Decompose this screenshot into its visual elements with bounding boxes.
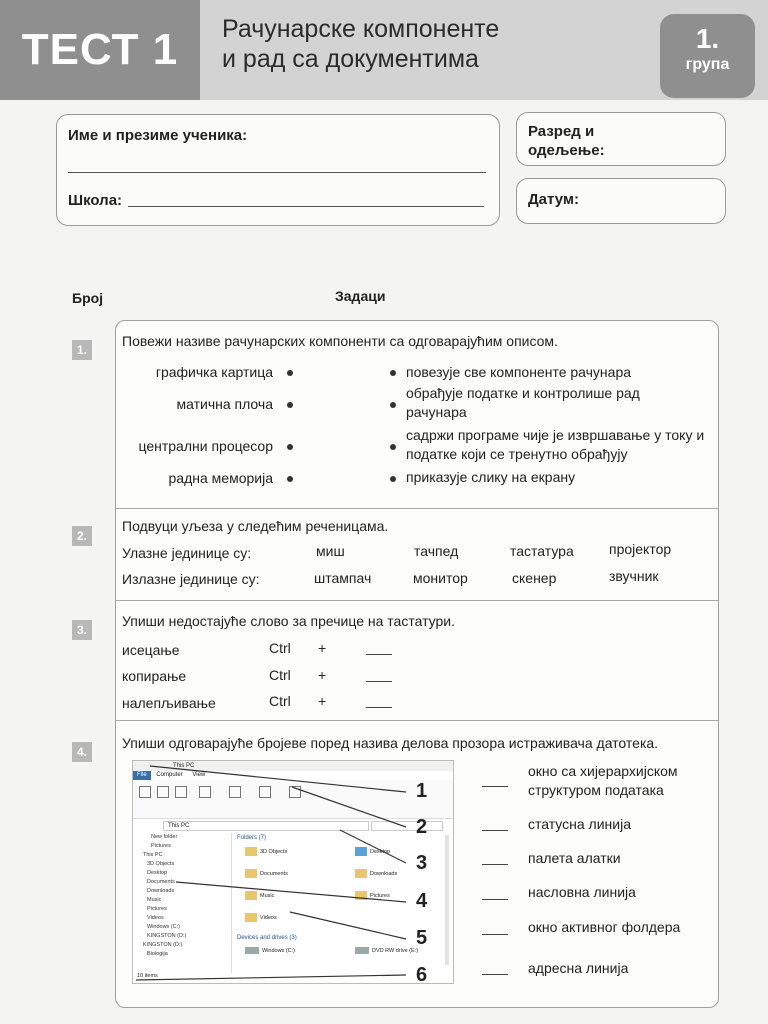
word-option[interactable]: штампач — [314, 570, 372, 586]
callout-number: 2 — [416, 816, 428, 838]
left-item: графичка картица — [155, 364, 273, 380]
date-label: Датум: — [528, 191, 579, 208]
callout-number: 1 — [416, 780, 428, 802]
window-title: This PC — [173, 763, 195, 769]
word-option[interactable]: пројектор — [609, 541, 672, 557]
nav-item[interactable]: New folder — [151, 834, 178, 840]
nav-item[interactable]: Pictures — [151, 843, 171, 849]
nav-item[interactable]: Videos — [147, 915, 164, 921]
task-instruction: Упиши одговарајуће бројеве поред назива делова прозора истраживача датотека. — [122, 735, 659, 751]
row-label: Излазне јединице су: — [122, 571, 260, 587]
answer-blank[interactable] — [482, 934, 508, 935]
task-number: 3. — [72, 620, 92, 640]
window-part-label: адресна линија — [528, 960, 629, 976]
window-part-label: окно са хијерархијском структуром података — [528, 763, 678, 798]
group-badge: 1. група — [660, 14, 755, 98]
student-name-label: Име и презиме ученика: — [68, 127, 248, 144]
nav-item[interactable]: Music — [147, 897, 162, 903]
task-number: 2. — [72, 526, 92, 546]
nav-item[interactable]: Windows (C:) — [147, 924, 181, 930]
row-label: Улазне јединице су: — [122, 545, 252, 561]
answer-blank[interactable] — [482, 899, 508, 900]
right-item: обрађује податке и контролише рад рачунара — [406, 385, 640, 420]
task-instruction: Подвуци уљеза у следећим реченицама. — [122, 518, 389, 534]
ribbon-tab[interactable]: File — [133, 771, 151, 780]
task-number: 4. — [72, 742, 92, 762]
callout-number: 4 — [416, 890, 428, 912]
nav-item[interactable]: Documents — [147, 879, 175, 885]
word-option[interactable]: тастатура — [510, 543, 574, 559]
section-header: Devices and drives (3) — [237, 935, 297, 941]
shortcut-key: Ctrl — [269, 693, 291, 709]
window-part-label: статусна линија — [528, 816, 631, 832]
shortcut-key: Ctrl — [269, 667, 291, 683]
answer-blank[interactable] — [482, 974, 508, 975]
word-option[interactable]: скенер — [512, 570, 557, 586]
nav-item[interactable]: Downloads — [147, 888, 175, 894]
callout-number: 5 — [416, 927, 428, 949]
right-item: приказује слику на екрану — [406, 469, 576, 485]
folder-item[interactable]: Desktop — [355, 847, 390, 856]
folder-item[interactable]: Documents — [245, 869, 288, 878]
callout-number: 6 — [416, 964, 428, 986]
page-title: Рачунарске компоненте и рад са документима — [222, 15, 500, 73]
address-bar[interactable]: This PC — [163, 821, 369, 831]
answer-blank[interactable] — [482, 830, 508, 831]
school-label: Школа: — [68, 192, 123, 209]
plus-sign: + — [318, 640, 327, 656]
word-option[interactable]: звучник — [609, 568, 659, 584]
nav-item[interactable]: Biologija — [147, 951, 168, 957]
class-label: Разред и одељење: — [528, 123, 605, 159]
answer-blank[interactable] — [482, 786, 508, 787]
ribbon-tab[interactable]: View — [192, 772, 206, 778]
folder-item[interactable]: Videos — [245, 913, 277, 922]
nav-item[interactable]: This PC — [143, 852, 163, 858]
shortcut-action: копирање — [122, 668, 187, 684]
nav-item[interactable]: KINGSTON (D:) — [147, 933, 187, 939]
answer-blank[interactable] — [482, 864, 508, 865]
right-item: садржи програме чије је извршавање у току и податке који се тренутно обрађују — [406, 427, 705, 462]
drive-item[interactable]: DVD RW drive (E:) — [355, 947, 418, 954]
callout-number: 3 — [416, 852, 428, 874]
task-instruction: Повежи називе рачунарских компоненти са одговарајућим описом. — [122, 333, 558, 349]
nav-item[interactable]: Pictures — [147, 906, 167, 912]
window-part-label: окно активног фолдера — [528, 919, 681, 935]
plus-sign: + — [318, 693, 327, 709]
folder-item[interactable]: Pictures — [355, 891, 390, 900]
folder-item[interactable]: Music — [245, 891, 274, 900]
task-instruction: Упиши недостајуће слово за пречице на тастатури. — [122, 613, 455, 629]
word-option[interactable]: тачпед — [414, 543, 459, 559]
section-header: Folders (7) — [237, 835, 267, 841]
nav-item[interactable]: Desktop — [147, 870, 168, 876]
window-part-label: насловна линија — [528, 884, 636, 900]
task-number: 1. — [72, 340, 92, 360]
word-option[interactable]: монитор — [413, 570, 468, 586]
right-item: повезује све компоненте рачунара — [406, 364, 632, 380]
drive-item[interactable]: Windows (C:) — [245, 947, 295, 954]
test-label: ТЕСТ 1 — [0, 0, 200, 100]
plus-sign: + — [318, 667, 327, 683]
left-item: матична плоча — [176, 396, 273, 412]
word-option[interactable]: миш — [316, 543, 345, 559]
folder-item[interactable]: Downloads — [355, 869, 397, 878]
column-number-header: Број — [72, 290, 104, 306]
shortcut-key: Ctrl — [269, 640, 291, 656]
left-item: централни процесор — [138, 438, 273, 454]
nav-item[interactable]: 3D Objects — [147, 861, 175, 867]
status-bar: 10 items — [137, 973, 158, 979]
nav-item[interactable]: KINGSTON (D:) — [143, 942, 183, 948]
ribbon-tab[interactable]: Computer — [156, 772, 183, 778]
window-part-label: палета алатки — [528, 850, 621, 866]
shortcut-action: налепљивање — [122, 695, 216, 711]
shortcut-action: исецање — [122, 642, 180, 658]
column-tasks-header: Задаци — [335, 288, 386, 304]
folder-item[interactable]: 3D Objects — [245, 847, 287, 856]
left-item: радна меморија — [168, 470, 273, 486]
